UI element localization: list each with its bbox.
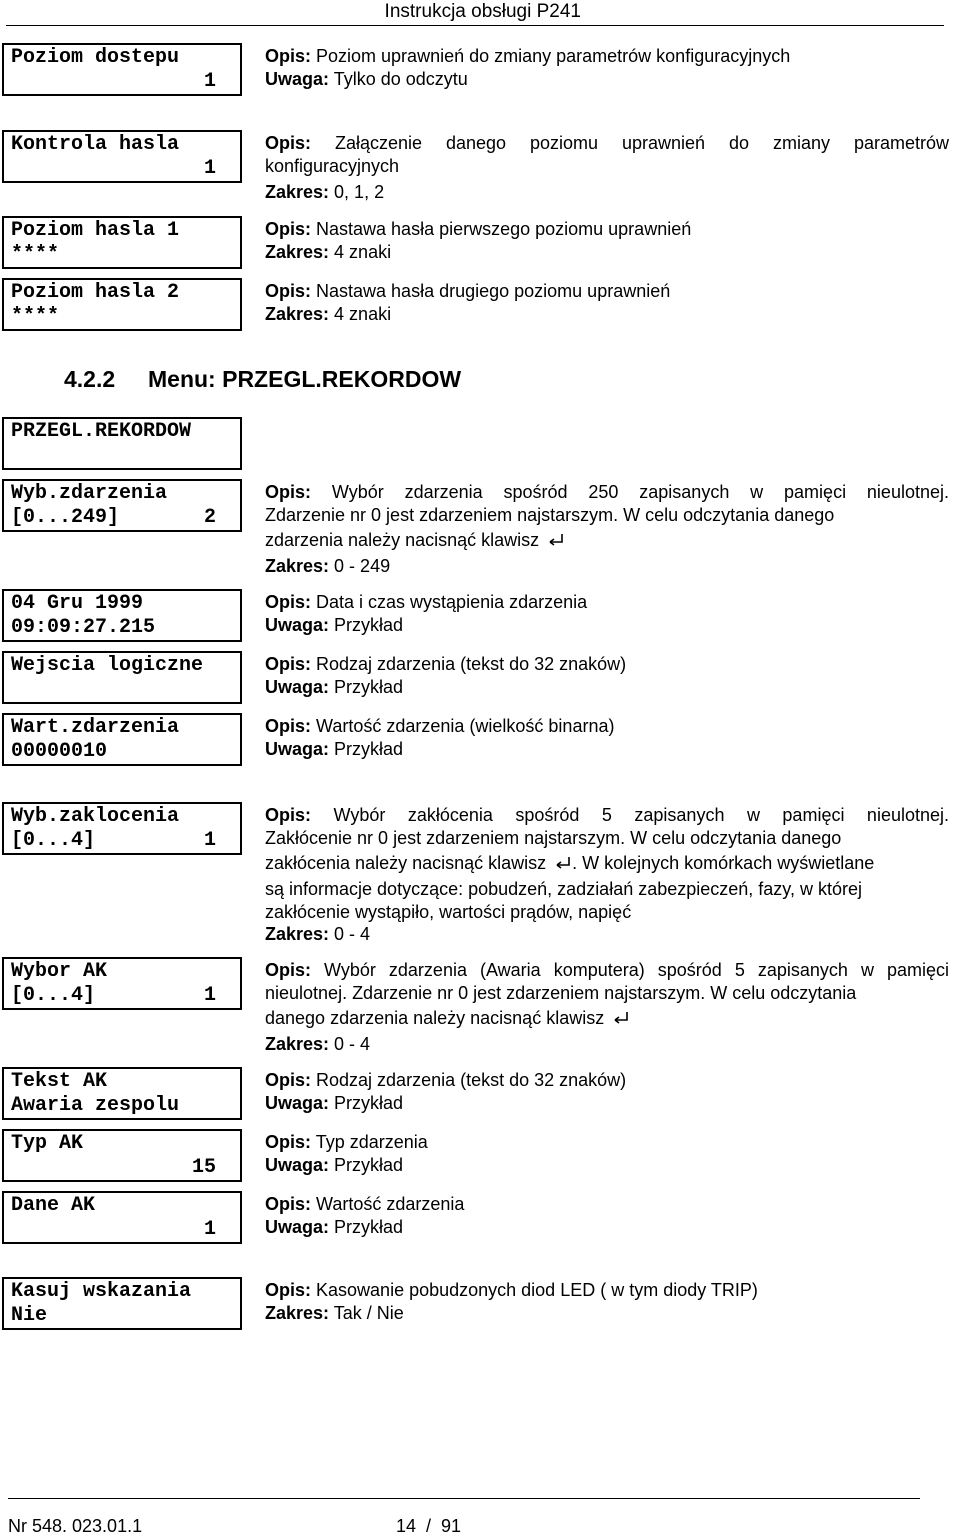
lcd-line1: Poziom hasla 1 — [11, 219, 180, 242]
lcd-line1: Poziom hasla 2 — [11, 281, 180, 304]
lcd-line1: Wybor AK — [11, 960, 108, 983]
uwaga-label: Uwaga: — [265, 68, 330, 89]
lcd-line2: [0...249] — [11, 506, 120, 529]
header-rule — [6, 25, 944, 26]
zakres-label: Zakres: — [265, 182, 330, 202]
opis-text-cont: . W kolejnych komórkach wyświetlane — [572, 853, 875, 873]
opis-text: Kasowanie pobudzonych diod LED ( w tym diody TRIP) — [311, 1280, 758, 1300]
lcd-wejscia-logiczne — [2, 651, 242, 704]
opis-text: Załączenie danego poziomu uprawnień do zmiany parametrów — [311, 133, 949, 153]
lcd-kasuj-wskazania — [2, 1277, 242, 1330]
desc-poziom-hasla-1 — [265, 218, 949, 263]
opis-text-cont: Zakłócenie nr 0 jest zdarzeniem najstarszym. W celu odczytania danego — [265, 827, 842, 848]
desc-wybor-ak — [265, 959, 949, 1056]
opis-label: Opis: — [265, 1194, 312, 1214]
lcd-line2-value: 1 — [203, 1218, 216, 1241]
header-title: Instrukcja obsługi P241 — [384, 1, 581, 22]
enter-key-icon — [547, 527, 565, 556]
lcd-poziom-hasla-2 — [2, 278, 242, 331]
opis-label: Opis: — [265, 716, 312, 736]
uwaga-label: Uwaga: — [265, 676, 330, 697]
lcd-line1: Kontrola hasla — [11, 133, 180, 156]
opis-label: Opis: — [265, 46, 312, 66]
opis-label: Opis: — [265, 281, 312, 301]
uwaga-label: Uwaga: — [265, 738, 330, 759]
opis-text: Wartość zdarzenia — [311, 1194, 465, 1214]
uwaga-text: Przykład — [329, 1092, 404, 1113]
lcd-line1: Dane AK — [11, 1194, 96, 1217]
zakres-text: 0, 1, 2 — [329, 182, 385, 202]
lcd-line2: [0...4] — [11, 829, 96, 852]
section-heading — [64, 366, 461, 393]
lcd-tekst-ak — [2, 1067, 242, 1120]
lcd-line1: Typ AK — [11, 1132, 84, 1155]
desc-wyb-zdarzenia — [265, 481, 949, 578]
lcd-kontrola-hasla — [2, 130, 242, 183]
uwaga-label: Uwaga: — [265, 614, 330, 635]
desc-wejscia — [265, 653, 949, 698]
footer-rule — [8, 1498, 920, 1499]
lcd-line2: 09:09:27.215 — [11, 616, 156, 639]
lcd-line2: 00000010 — [11, 740, 108, 763]
opis-text: Nastawa hasła pierwszego poziomu uprawnień — [311, 219, 692, 239]
section-number: 4.2.2 — [64, 366, 116, 392]
zakres-text: 4 znaki — [329, 303, 392, 324]
lcd-wyb-zdarzenia — [2, 479, 242, 532]
uwaga-text: Tylko do odczytu — [329, 68, 468, 89]
zakres-text: 0 - 4 — [329, 1034, 371, 1054]
opis-text: Rodzaj zdarzenia (tekst do 32 znaków) — [311, 1070, 627, 1090]
zakres-label: Zakres: — [265, 303, 330, 324]
desc-poziom-dostepu — [265, 45, 949, 90]
uwaga-text: Przykład — [329, 1154, 404, 1175]
lcd-wyb-zaklocenia — [2, 802, 242, 855]
zakres-text: 4 znaki — [329, 241, 392, 262]
opis-text: Wartość zdarzenia (wielkość binarna) — [311, 716, 615, 736]
lcd-line2: **** — [11, 243, 60, 266]
lcd-line1: Wyb.zaklocenia — [11, 805, 180, 828]
section-title: Menu: PRZEGL.REKORDOW — [148, 366, 462, 392]
desc-kontrola-hasla — [265, 132, 949, 204]
opis-label: Opis: — [265, 805, 312, 825]
lcd-dane-ak — [2, 1191, 242, 1244]
desc-wart-zdarzenia — [265, 715, 949, 760]
opis-label: Opis: — [265, 1280, 312, 1300]
opis-label: Opis: — [265, 219, 312, 239]
zakres-label: Zakres: — [265, 556, 330, 576]
opis-text-cont: zakłócenie wystąpiło, wartości prądów, napięć — [265, 901, 632, 922]
lcd-wybor-ak — [2, 957, 242, 1010]
lcd-line2-value: 2 — [203, 506, 216, 529]
opis-text: Poziom uprawnień do zmiany parametrów konfiguracyjnych — [311, 46, 791, 66]
lcd-line1: Wyb.zdarzenia — [11, 482, 168, 505]
opis-label: Opis: — [265, 133, 312, 153]
desc-data-czas — [265, 591, 949, 636]
uwaga-label: Uwaga: — [265, 1154, 330, 1175]
document-number: Nr 548. 023.01.1 — [8, 1516, 143, 1536]
lcd-line1: PRZEGL.REKORDOW — [11, 420, 192, 443]
opis-label: Opis: — [265, 654, 312, 674]
lcd-line2: [0...4] — [11, 984, 96, 1007]
opis-text: Wybór zdarzenia spośród 250 zapisanych w pamięci nieulotnej. — [311, 482, 949, 502]
uwaga-text: Przykład — [329, 676, 404, 697]
desc-tekst-ak — [265, 1069, 949, 1114]
zakres-label: Zakres: — [265, 924, 330, 944]
opis-label: Opis: — [265, 592, 312, 612]
lcd-poziom-hasla-1 — [2, 216, 242, 269]
desc-typ-ak — [265, 1131, 949, 1176]
uwaga-label: Uwaga: — [265, 1092, 330, 1113]
opis-text: Rodzaj zdarzenia (tekst do 32 znaków) — [311, 654, 627, 674]
zakres-label: Zakres: — [265, 1302, 330, 1323]
lcd-data-czas — [2, 589, 242, 642]
desc-dane-ak — [265, 1193, 949, 1238]
zakres-label: Zakres: — [265, 241, 330, 262]
opis-text-cont: zakłócenia należy nacisnąć klawisz — [265, 853, 547, 873]
desc-poziom-hasla-2 — [265, 280, 949, 325]
opis-label: Opis: — [265, 960, 312, 980]
lcd-line1: Poziom dostepu — [11, 46, 180, 69]
zakres-label: Zakres: — [265, 1034, 330, 1054]
page-number: 14 / 91 — [396, 1516, 462, 1536]
opis-text: Wybór zakłócenia spośród 5 zapisanych w pamięci nieulotnej. — [311, 805, 949, 825]
uwaga-text: Przykład — [329, 738, 404, 759]
opis-text: Wybór zdarzenia (Awaria komputera) spośród 5 zapisanych w pamięci — [311, 960, 949, 980]
opis-text: Data i czas wystąpienia zdarzenia — [311, 592, 588, 612]
lcd-line2: Nie — [11, 1304, 48, 1327]
enter-key-icon — [554, 850, 572, 879]
enter-key-icon — [612, 1005, 630, 1034]
zakres-text: Tak / Nie — [329, 1302, 404, 1323]
uwaga-label: Uwaga: — [265, 1216, 330, 1237]
opis-text-cont: nieulotnej. Zdarzenie nr 0 jest zdarzeniem najstarszym. W celu odczytania — [265, 982, 857, 1003]
lcd-line2-value: 1 — [203, 157, 216, 180]
uwaga-text: Przykład — [329, 1216, 404, 1237]
lcd-typ-ak — [2, 1129, 242, 1182]
lcd-line2-value: 15 — [191, 1156, 216, 1179]
opis-text-cont: danego zdarzenia należy nacisnąć klawisz — [265, 1008, 605, 1028]
uwaga-text: Przykład — [329, 614, 404, 635]
zakres-text: 0 - 249 — [329, 556, 391, 576]
opis-text-cont: konfiguracyjnych — [265, 155, 400, 176]
lcd-przegl-rekordow — [2, 417, 242, 470]
lcd-line1: Tekst AK — [11, 1070, 108, 1093]
lcd-line1: Wejscia logiczne — [11, 654, 204, 677]
desc-wyb-zaklocenia — [265, 804, 949, 946]
opis-label: Opis: — [265, 1132, 312, 1152]
opis-text: Nastawa hasła drugiego poziomu uprawnień — [311, 281, 671, 301]
opis-text: Typ zdarzenia — [311, 1132, 428, 1152]
lcd-line1: Wart.zdarzenia — [11, 716, 180, 739]
desc-kasuj — [265, 1279, 949, 1324]
lcd-line1: 04 Gru 1999 — [11, 592, 144, 615]
lcd-poziom-dostepu — [2, 43, 242, 96]
opis-label: Opis: — [265, 482, 312, 502]
page-header — [0, 0, 960, 28]
lcd-line1: Kasuj wskazania — [11, 1280, 192, 1303]
opis-text-cont: zdarzenia należy nacisnąć klawisz — [265, 530, 540, 550]
lcd-line2: Awaria zespolu — [11, 1094, 180, 1117]
opis-text-cont: Zdarzenie nr 0 jest zdarzeniem najstarszym. W celu odczytania danego — [265, 504, 835, 525]
opis-text-cont: są informacje dotyczące: pobudzeń, zadziałań zabezpieczeń, fazy, w której — [265, 879, 862, 899]
lcd-wart-zdarzenia — [2, 713, 242, 766]
lcd-line2-value: 1 — [203, 984, 216, 1007]
lcd-line2: **** — [11, 305, 60, 328]
zakres-text: 0 - 4 — [329, 924, 371, 944]
opis-label: Opis: — [265, 1070, 312, 1090]
lcd-line2-value: 1 — [203, 829, 216, 852]
lcd-line2-value: 1 — [203, 70, 216, 93]
